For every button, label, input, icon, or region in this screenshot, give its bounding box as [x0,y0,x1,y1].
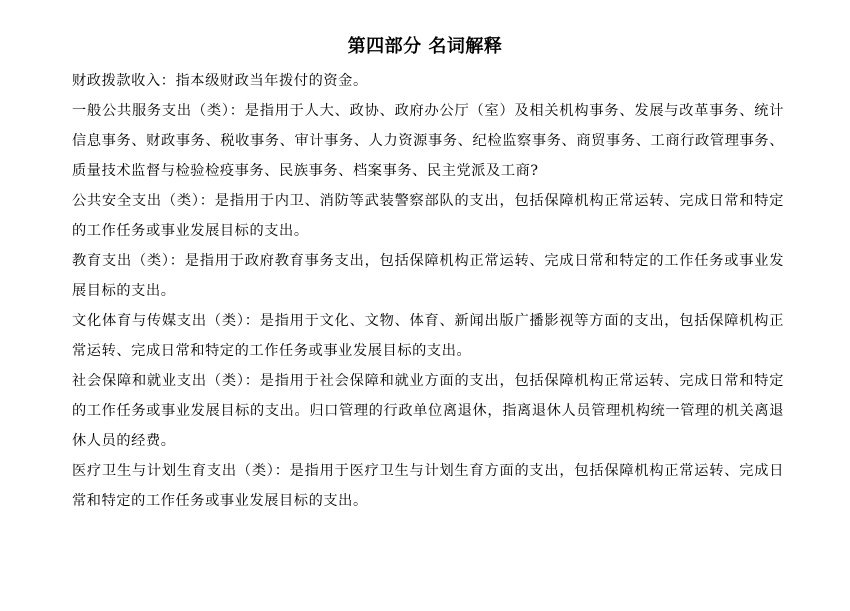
document-body [72,66,784,516]
paragraph-public-safety: 公共安全支出（类）：是指用于内卫、消防等武装警察部队的支出，包括保障机构正常运转、完成日常和特定的工作任务或事业发展目标的支出。 [72,193,784,239]
page-title: 第四部分 名词解释 [347,36,503,57]
paragraph-education: 教育支出（类）：是指用于政府教育事务支出，包括保障机构正常运转、完成日常和特定的工作任务或事业发展目标的支出。 [72,253,784,299]
paragraph-social-security-employment: 社会保障和就业支出（类）：是指用于社会保障和就业方面的支出，包括保障机构正常运转、完成日常和特定的工作任务或事业发展目标的支出。归口管理的行政单位离退休，指离退休人员管理机构统一管理的机关离退休人员的经费。 [72,373,784,449]
paragraph-general-public-services: 一般公共服务支出（类）：是指用于人大、政协、政府办公厅（室）及相关机构事务、发展与改革事务、统计信息事务、财政事务、税收事务、审计事务、人力资源事务、纪检监察事务、商贸事务、工商行政管理事务、质量技术监督与检验检疫事务、民族事务、档案事务、民主党派及工商? [72,103,784,179]
paragraph-fiscal-appropriation-income: 财政拨款收入：指本级财政当年拨付的资金。 [72,73,368,89]
paragraph-culture-sports-media: 文化体育与传媒支出（类）：是指用于文化、文物、体育、新闻出版广播影视等方面的支出，包括保障机构正常运转、完成日常和特定的工作任务或事业发展目标的支出。 [72,313,784,359]
paragraph-health-family-planning: 医疗卫生与计划生育支出（类）：是指用于医疗卫生与计划生育方面的支出，包括保障机构正常运转、完成日常和特定的工作任务或事业发展目标的支出。 [72,463,784,509]
